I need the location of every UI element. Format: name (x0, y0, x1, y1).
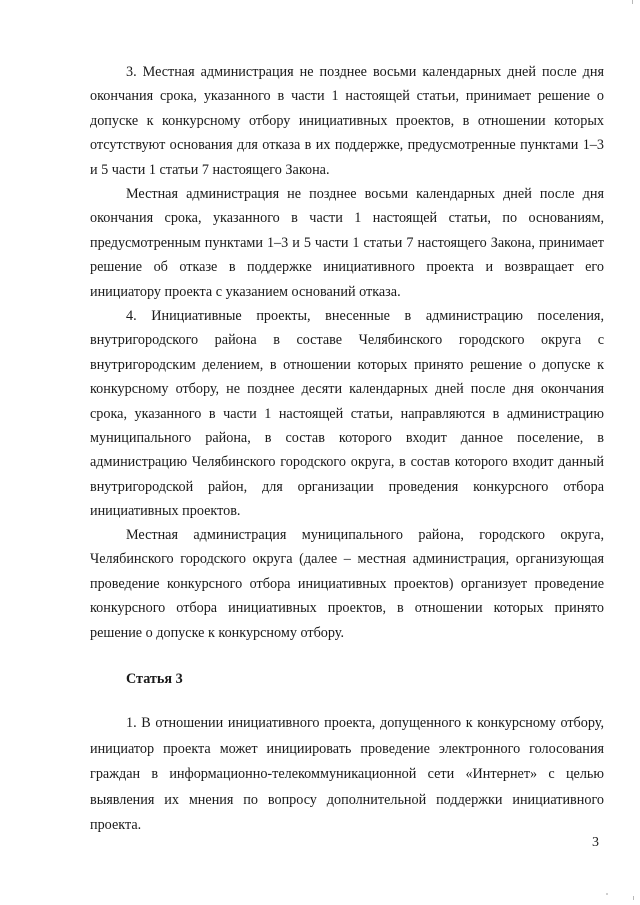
paragraph-electronic-voting: 1. В отношении инициативного проекта, допущенного к конкурсному отбору, инициатор проекта может инициировать проведение электронного голосования граждан в информационно-телекоммуникационной сети «Интернет» с целью выявления их мнения по вопросу дополнительной поддержки инициативного проекта. (90, 715, 604, 834)
scan-artifact-bottom (633, 896, 634, 900)
scan-artifact-top (632, 0, 633, 4)
page-number: 3 (592, 835, 599, 850)
paragraph-admission-decision: 3. Местная администрация не позднее восьми календарных дней после дня окончания срока, указанного в части 1 настоящей статьи, принимает решение о допуске к конкурсному отбору инициативных проектов, в отношении которых отсутствуют основания для отказа в их поддержке, предусмотренные пунктами 1–3 и 5 части 1 статьи 7 настоящего Закона. (90, 64, 604, 178)
paragraph-refusal-decision: Местная администрация не позднее восьми календарных дней после дня окончания срока, указанного в части 1 настоящей статьи, по основаниям, предусмотренным пунктами 1–3 и 5 части 1 статьи 7 настоящего Закона, принимает решение об отказе в поддержке инициативного проекта и возвращает его инициатору проекта с указанием оснований отказа. (90, 186, 604, 300)
paragraph-contest-organization: Местная администрация муниципального района, городского округа, Челябинского городского округа (далее – местная администрация, организующая проведение конкурсного отбора инициативных проектов) организует проведение конкурсного отбора инициативных проектов, в отношении которых принято решение о допуске к конкурсному отбору. (90, 527, 604, 641)
article-heading: Статья 3 (126, 671, 183, 687)
paragraph-projects-transfer: 4. Инициативные проекты, внесенные в администрацию поселения, внутригородского района в составе Челябинского городского округа с внутригородским делением, в отношении которых принято решение о допуске к конкурсному отбору, не позднее десяти календарных дней после дня окончания срока, указанного в части 1 настоящей статьи, направляются в администрацию муниципального района, в состав которого входит данное поселение, в администрацию Челябинского городского округа, в состав которого входит данный внутригородской район, для организации проведения конкурсного отбора инициативных проектов. (90, 308, 604, 520)
scan-artifact-speck (606, 893, 608, 895)
